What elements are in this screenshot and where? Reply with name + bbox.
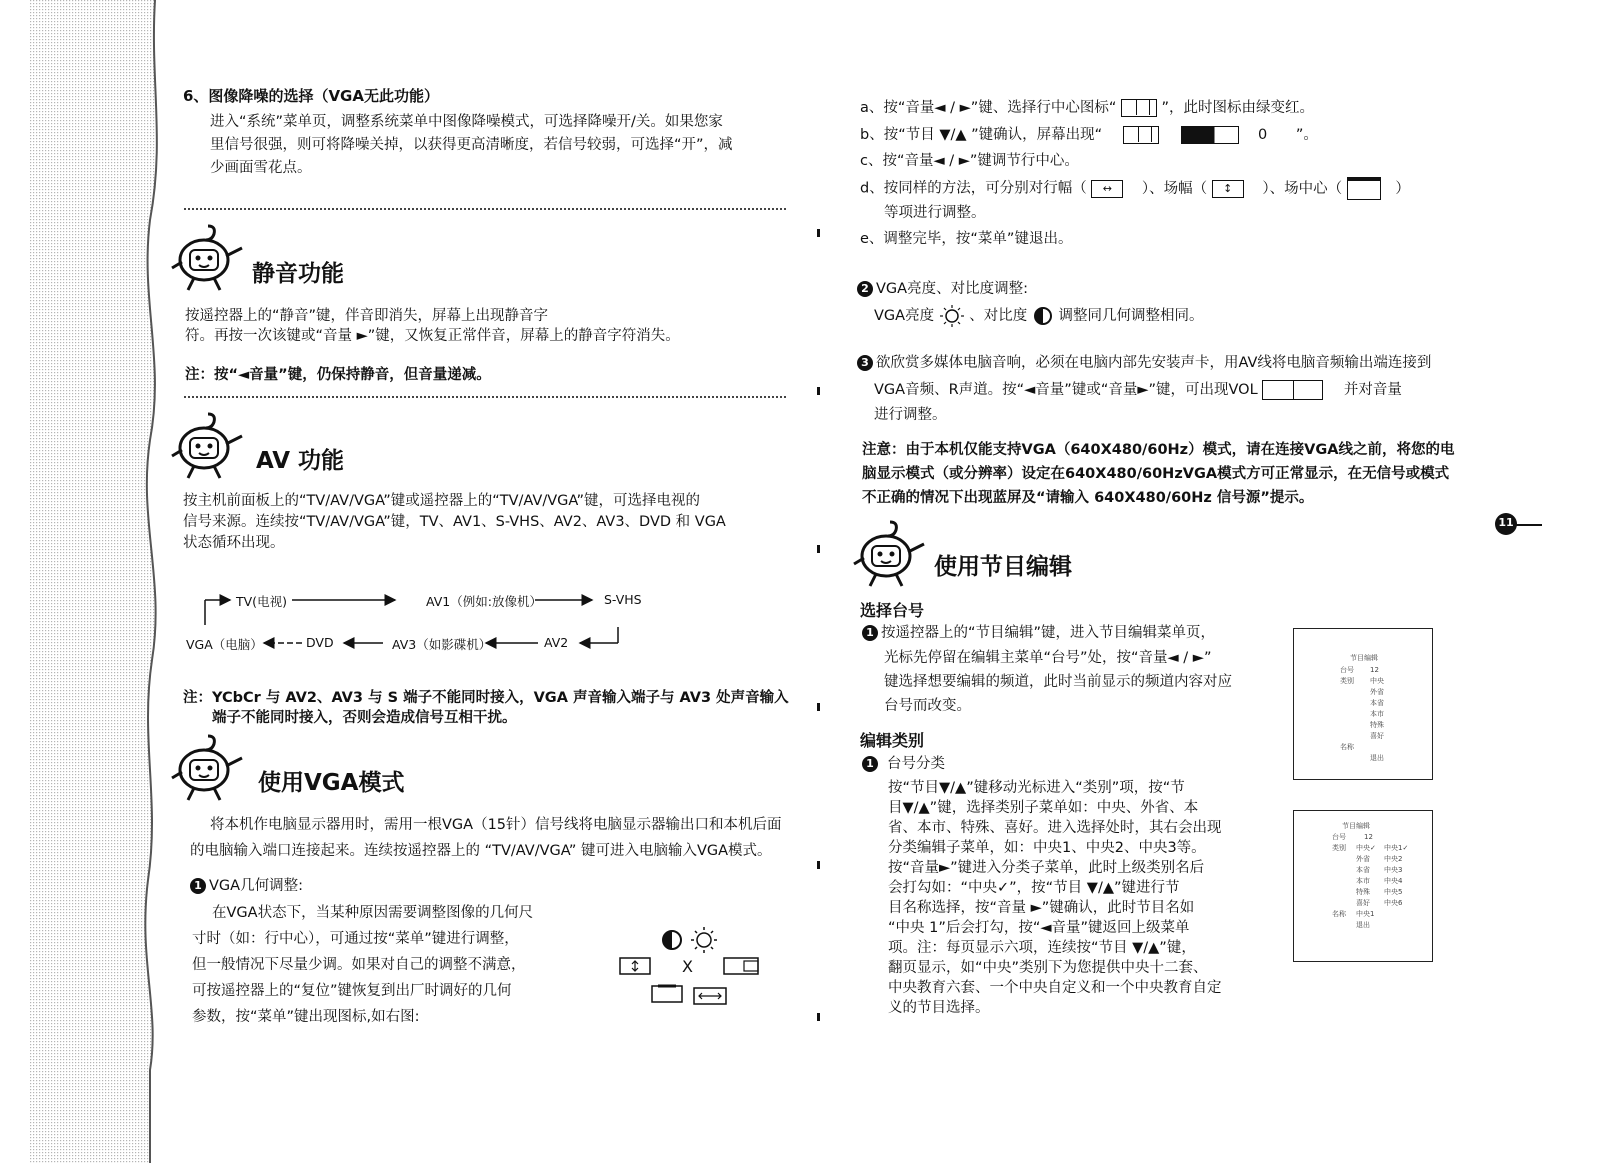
section-6-line-3: 少画面雪花点。	[210, 160, 312, 176]
vga-line-1: 将本机作电脑显示器用时，需用一根VGA（15针）信号线将电脑显示器输出口和本机后面	[210, 817, 782, 833]
step-e: e、调整完毕，按“菜单”键退出。	[860, 231, 1073, 247]
fold-mark	[817, 703, 820, 711]
mute-heading: 静音功能	[252, 261, 344, 287]
vga-geo-line-5: 参数，按“菜单”键出现图标,如右图:	[192, 1009, 420, 1025]
edit-line-3: 省、本市、特殊、喜好。进入选择处时，其右会出现	[888, 820, 1222, 836]
page-number: 11	[1498, 516, 1514, 529]
section-6-line-1: 进入“系统”菜单页，调整系统菜单中图像降噪模式，可选择降噪开/关。如果您家	[210, 114, 723, 130]
vga-line-2: 的电脑输入端口连接起来。连续按遥控器上的 “TV/AV/VGA” 键可进入电脑输入VGA模式。	[190, 843, 772, 859]
fold-mark	[817, 387, 820, 395]
flow-av1: AV1（例如:放像机）	[426, 594, 542, 609]
flow-av2: AV2	[544, 635, 569, 650]
program-edit-submenu-screen: 节目编辑 台号 12 类别 中央✓ 中央1✓ 外省 中央2 本省 中央3 本市 中央4 特殊 中央5 喜好 中央6 名称 中央1 退出	[1293, 810, 1433, 962]
fold-mark	[817, 229, 820, 237]
vga-geo-title: 1 VGA几何调整:	[190, 876, 303, 897]
fold-mark	[817, 545, 820, 553]
geometry-icons	[612, 925, 772, 1010]
vga-geo-line-4: 可按遥控器上的“复位”键恢复到出厂时调好的几何	[192, 983, 512, 999]
step-c: c、按“音量◄ / ►”键调节行中心。	[860, 153, 1079, 169]
edit-line-12: 义的节目选择。	[888, 1000, 990, 1016]
vga-heading: 使用VGA模式	[258, 770, 405, 796]
select-title: 选择台号	[860, 601, 925, 620]
item-2-title: 2 VGA亮度、对比度调整:	[857, 279, 1028, 300]
bullet-1-icon: 1	[190, 878, 206, 894]
edit-line-11: 中央教育六套、一个中央自定义和一个中央教育自定	[888, 980, 1222, 996]
item-2-line: VGA亮度 、对比度 调整同几何调整相同。	[874, 305, 1204, 327]
contrast-icon	[1032, 305, 1054, 327]
item-3-line-2: VGA音频、R声道。按“◄音量”键或“音量►”键，可出现VOL 并对音量	[874, 382, 1402, 398]
flow-vga: VGA（电脑）	[186, 637, 263, 652]
bullet-1-icon: 1	[862, 756, 878, 772]
step-d-cont: 等项进行调整。	[884, 205, 986, 221]
h-center-icon	[1121, 99, 1157, 117]
item-3-line-1: 3 欲欣赏多媒体电脑音响，必须在电脑内部先安装声卡，用AV线将电脑音频输出端连接到	[857, 353, 1431, 374]
section-6-title: 6、图像降噪的选择（VGA无此功能）	[183, 87, 439, 105]
edit-line-10: 翻页显示，如“中央”类别下为您提供中央十二套、	[888, 960, 1208, 976]
vga-geo-line-3: 但一般情况下尽量少调。如果对自己的调整不满意，	[192, 957, 526, 973]
av-heading: AV 功能	[256, 448, 345, 474]
program-edit-menu-screen: 节目编辑 台号 12 类别 中央 外省 本省 本市 特殊 喜好 名称 退出	[1293, 628, 1433, 780]
volume-bar-left	[1262, 380, 1294, 400]
v-center-icon	[1347, 177, 1381, 200]
vga-geo-line-2: 寸时（如：行中心），可通过按“菜单”键进行调整，	[192, 931, 519, 947]
bullet-2-icon: 2	[857, 281, 873, 297]
item-3-line-3: 进行调整。	[874, 407, 947, 423]
h-center-icon	[1123, 126, 1159, 144]
flow-dvd: DVD	[306, 635, 334, 650]
av-flow-diagram	[180, 585, 660, 655]
v-size-icon: ↕	[1212, 180, 1244, 198]
edit-line-2: 目▼/▲”键，选择类别子菜单如：中央、外省、本	[888, 800, 1199, 816]
edit-line-5: 按“音量►”键进入分类子菜单，此时上级类别名后	[888, 860, 1205, 876]
page-edge-decoration	[0, 0, 170, 1163]
divider	[184, 396, 786, 398]
flow-av3: AV3（如影碟机）	[392, 637, 492, 652]
mascot-icon	[168, 410, 248, 484]
note-line-3: 不正确的情况下出现蓝屏及“请输入 640X480/60Hz 信号源”提示。	[862, 490, 1314, 506]
av-line-3: 状态循环出现。	[183, 535, 285, 551]
step-a: a、按“音量◄ / ►”键、选择行中心图标“ ”，此时图标由绿变红。	[860, 100, 1315, 116]
note-line-2: 脑显示模式（或分辨率）设定在640X480/60HzVGA模式方可正常显示，在无信号或模式	[862, 466, 1450, 482]
av-note-line-2: 端子不能同时接入，否则会造成信号互相干扰。	[212, 710, 517, 726]
adjust-bar	[1181, 126, 1239, 144]
mute-line-2: 符。再按一次该键或“音量 ►”键，又恢复正常伴音，屏幕上的静音字符消失。	[185, 328, 680, 344]
step-b: b、按“节目 ▼/▲ ”键确认，屏幕出现“ 0 ”。	[860, 127, 1318, 143]
select-line-4: 台号而改变。	[884, 698, 971, 714]
fold-mark	[817, 1013, 820, 1021]
mute-note: 注：按“◄音量”键，仍保持静音，但音量递减。	[185, 367, 491, 383]
edit-sub: 1 台号分类	[862, 754, 945, 775]
bullet-1-icon: 1	[862, 625, 878, 641]
mascot-icon	[850, 518, 930, 592]
av-line-1: 按主机前面板上的“TV/AV/VGA”键或遥控器上的“TV/AV/VGA”键，可选择电视的	[183, 493, 701, 509]
step-d: d、按同样的方法，可分别对行幅（ ↔ ）、场幅（ ↕ ）、场中心（ ）	[860, 177, 1410, 200]
brightness-icon	[939, 305, 965, 327]
av-line-2: 信号来源。连续按“TV/AV/VGA”键，TV、AV1、S-VHS、AV2、AV3、DVD 和 VGA	[183, 514, 726, 530]
select-line-1: 1 按遥控器上的“节目编辑”键，进入节目编辑菜单页，	[862, 623, 1215, 644]
flow-tv: TV(电视)	[236, 594, 287, 609]
mascot-icon	[168, 222, 248, 296]
section-6-line-2: 里信号很强，则可将降噪关掉，以获得更高清晰度，若信号较弱，可选择“开”，减	[210, 137, 733, 153]
page-number-badge	[1494, 512, 1544, 536]
edit-line-6: 会打勾如：“中央✓”，按“节目 ▼/▲”键进行节	[888, 880, 1180, 896]
av-note-line-1: 注：YCbCr 与 AV2、AV3 与 S 端子不能同时接入，VGA 声音输入端子与 AV3 处声音输入	[183, 690, 789, 706]
prog-heading: 使用节目编辑	[934, 554, 1072, 580]
edit-line-8: “中央 1”后会打勾，按“◄音量”键返回上级菜单	[888, 920, 1190, 936]
edit-line-4: 分类编辑子菜单，如：中央1、中央2、中央3等。	[888, 840, 1206, 856]
edit-line-7: 目名称选择，按“音量 ►”键确认，此时节目名如	[888, 900, 1195, 916]
select-line-2: 光标先停留在编辑主菜单“台号”处，按“音量◄ / ►”	[884, 650, 1212, 666]
fold-mark	[817, 861, 820, 869]
h-size-icon: ↔	[1091, 180, 1123, 198]
select-line-3: 键选择想要编辑的频道，此时当前显示的频道内容对应	[884, 674, 1232, 690]
flow-svhs: S-VHS	[604, 592, 642, 607]
divider	[184, 208, 786, 210]
icon-multiply-label: X	[682, 957, 693, 976]
note-line-1: 注意：由于本机仅能支持VGA（640X480/60Hz）模式，请在连接VGA线之前，将您的电	[862, 442, 1455, 458]
mute-line-1: 按遥控器上的“静音”键，伴音即消失，屏幕上出现静音字	[185, 308, 549, 324]
mascot-icon	[168, 732, 248, 806]
volume-bar-right	[1294, 380, 1323, 400]
vga-geo-line-1: 在VGA状态下，当某种原因需要调整图像的几何尺	[212, 905, 534, 921]
edit-line-9: 项。注：每页显示六项，连续按“节目 ▼/▲”键，	[888, 940, 1196, 956]
edit-title: 编辑类别	[860, 731, 925, 750]
edit-line-1: 按“节目▼/▲”键移动光标进入“类别”项，按“节	[888, 780, 1185, 796]
bullet-3-icon: 3	[857, 355, 873, 371]
